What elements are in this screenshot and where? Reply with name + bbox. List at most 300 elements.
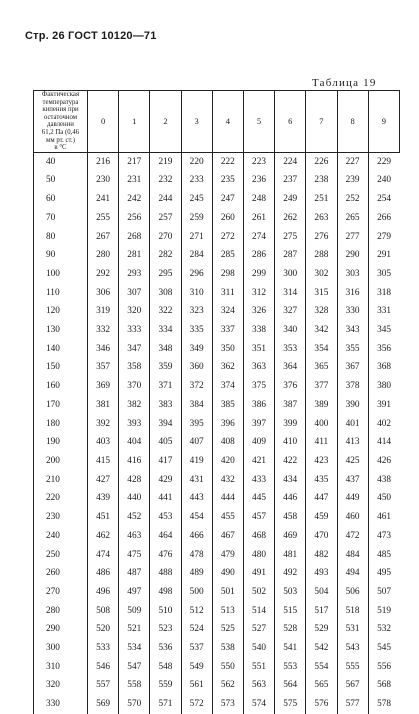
table-cell: 314 [275, 284, 306, 303]
temperature-conversion-table [33, 90, 400, 714]
table-cell: 461 [368, 508, 399, 527]
column-header: 7 [306, 91, 337, 153]
column-header: 0 [88, 91, 119, 153]
table-cell: 510 [150, 602, 181, 621]
table-cell: 323 [181, 302, 212, 321]
corner-header-line: давлении [47, 121, 74, 129]
table-cell: 271 [181, 228, 212, 247]
table-cell: 347 [119, 340, 150, 359]
table-cell: 479 [212, 546, 243, 565]
table-cell: 474 [88, 546, 119, 565]
table-cell: 223 [243, 152, 274, 171]
table-cell: 265 [337, 209, 368, 228]
table-cell: 467 [212, 527, 243, 546]
row-temperature: 200 [34, 452, 88, 471]
table-cell: 492 [275, 564, 306, 583]
table-cell: 235 [212, 171, 243, 190]
table-cell: 537 [181, 639, 212, 658]
corner-header-line: остаточном [43, 113, 78, 121]
table-cell: 508 [88, 602, 119, 621]
table-cell: 565 [306, 676, 337, 695]
table-cell: 554 [306, 658, 337, 677]
column-header: 4 [212, 91, 243, 153]
table-cell: 540 [243, 639, 274, 658]
table-cell: 491 [243, 564, 274, 583]
table-cell: 433 [243, 471, 274, 490]
table-cell: 272 [212, 228, 243, 247]
table-cell: 328 [306, 302, 337, 321]
table-cell: 343 [337, 321, 368, 340]
row-temperature: 270 [34, 583, 88, 602]
table-cell: 527 [243, 620, 274, 639]
table-cell: 562 [212, 676, 243, 695]
table-cell: 512 [181, 602, 212, 621]
table-cell: 555 [337, 658, 368, 677]
table-cell: 547 [119, 658, 150, 677]
table-cell: 446 [275, 489, 306, 508]
table-cell: 224 [275, 152, 306, 171]
table-cell: 330 [337, 302, 368, 321]
table-cell: 517 [306, 602, 337, 621]
row-temperature: 290 [34, 620, 88, 639]
table-cell: 460 [337, 508, 368, 527]
table-cell: 260 [212, 209, 243, 228]
table-cell: 407 [181, 433, 212, 452]
table-cell: 576 [306, 695, 337, 714]
table-row [34, 676, 400, 695]
table-cell: 573 [212, 695, 243, 714]
table-cell: 348 [150, 340, 181, 359]
table-cell: 423 [306, 452, 337, 471]
table-cell: 241 [88, 190, 119, 209]
table-cell: 318 [368, 284, 399, 303]
table-cell: 534 [119, 639, 150, 658]
row-temperature: 240 [34, 527, 88, 546]
table-cell: 494 [337, 564, 368, 583]
row-temperature: 260 [34, 564, 88, 583]
column-header: 3 [181, 91, 212, 153]
table-cell: 345 [368, 321, 399, 340]
table-cell: 395 [181, 415, 212, 434]
table-cell: 396 [212, 415, 243, 434]
table-cell: 364 [275, 358, 306, 377]
table-cell: 312 [243, 284, 274, 303]
row-temperature: 170 [34, 396, 88, 415]
table-cell: 415 [88, 452, 119, 471]
row-temperature: 130 [34, 321, 88, 340]
table-cell: 374 [212, 377, 243, 396]
table-cell: 307 [119, 284, 150, 303]
table-cell: 487 [119, 564, 150, 583]
table-cell: 337 [212, 321, 243, 340]
table-cell: 453 [150, 508, 181, 527]
table-cell: 220 [181, 152, 212, 171]
table-cell: 229 [368, 152, 399, 171]
table-cell: 490 [212, 564, 243, 583]
table-cell: 551 [243, 658, 274, 677]
table-cell: 285 [212, 246, 243, 265]
table-cell: 277 [337, 228, 368, 247]
row-temperature: 120 [34, 302, 88, 321]
row-temperature: 180 [34, 415, 88, 434]
table-cell: 298 [212, 265, 243, 284]
table-cell: 377 [306, 377, 337, 396]
table-cell: 455 [212, 508, 243, 527]
table-cell: 385 [212, 396, 243, 415]
table-cell: 421 [243, 452, 274, 471]
table-cell: 282 [150, 246, 181, 265]
table-cell: 242 [119, 190, 150, 209]
row-temperature: 300 [34, 639, 88, 658]
table-cell: 302 [306, 265, 337, 284]
table-cell: 404 [119, 433, 150, 452]
table-cell: 420 [212, 452, 243, 471]
table-cell: 403 [88, 433, 119, 452]
table-cell: 287 [275, 246, 306, 265]
table-cell: 380 [368, 377, 399, 396]
table-row [34, 396, 400, 415]
table-cell: 400 [306, 415, 337, 434]
table-cell: 548 [150, 658, 181, 677]
table-cell: 558 [119, 676, 150, 695]
table-cell: 529 [306, 620, 337, 639]
row-temperature: 70 [34, 209, 88, 228]
table-cell: 426 [368, 452, 399, 471]
table-cell: 392 [88, 415, 119, 434]
table-cell: 500 [181, 583, 212, 602]
table-cell: 468 [243, 527, 274, 546]
table-cell: 447 [306, 489, 337, 508]
table-cell: 371 [150, 377, 181, 396]
table-cell: 247 [212, 190, 243, 209]
table-cell: 280 [88, 246, 119, 265]
table-cell: 255 [88, 209, 119, 228]
table-row [34, 265, 400, 284]
row-temperature: 310 [34, 658, 88, 677]
table-cell: 524 [181, 620, 212, 639]
table-cell: 556 [368, 658, 399, 677]
table-cell: 319 [88, 302, 119, 321]
table-cell: 386 [243, 396, 274, 415]
table-cell: 417 [150, 452, 181, 471]
table-row [34, 190, 400, 209]
table-cell: 334 [150, 321, 181, 340]
table-cell: 281 [119, 246, 150, 265]
table-row [34, 284, 400, 303]
table-cell: 437 [337, 471, 368, 490]
table-cell: 310 [181, 284, 212, 303]
table-cell: 480 [243, 546, 274, 565]
row-temperature: 50 [34, 171, 88, 190]
table-cell: 422 [275, 452, 306, 471]
table-cell: 478 [181, 546, 212, 565]
table-cell: 346 [88, 340, 119, 359]
table-cell: 401 [337, 415, 368, 434]
table-row [34, 508, 400, 527]
table-row [34, 209, 400, 228]
table-cell: 244 [150, 190, 181, 209]
corner-header-line: 61,2 Па (0,46 [41, 128, 80, 136]
table-header-row [34, 91, 400, 153]
table-cell: 226 [306, 152, 337, 171]
row-temperature: 230 [34, 508, 88, 527]
table-cell: 390 [337, 396, 368, 415]
table-cell: 320 [119, 302, 150, 321]
row-temperature: 210 [34, 471, 88, 490]
table-cell: 507 [368, 583, 399, 602]
table-cell: 567 [337, 676, 368, 695]
table-cell: 501 [212, 583, 243, 602]
row-temperature: 100 [34, 265, 88, 284]
table-cell: 519 [368, 602, 399, 621]
table-cell: 469 [275, 527, 306, 546]
table-cell: 405 [150, 433, 181, 452]
table-cell: 305 [368, 265, 399, 284]
table-cell: 577 [337, 695, 368, 714]
table-cell: 293 [119, 265, 150, 284]
table-cell: 444 [212, 489, 243, 508]
table-cell: 284 [181, 246, 212, 265]
table-cell: 538 [212, 639, 243, 658]
table-cell: 568 [368, 676, 399, 695]
table-cell: 575 [275, 695, 306, 714]
table-cell: 217 [119, 152, 150, 171]
table-cell: 237 [275, 171, 306, 190]
table-cell: 434 [275, 471, 306, 490]
table-cell: 367 [337, 358, 368, 377]
table-cell: 536 [150, 639, 181, 658]
table-cell: 513 [212, 602, 243, 621]
table-cell: 411 [306, 433, 337, 452]
table-cell: 449 [337, 489, 368, 508]
table-cell: 355 [337, 340, 368, 359]
table-cell: 440 [119, 489, 150, 508]
table-row [34, 489, 400, 508]
table-title: Таблица 19 [312, 77, 377, 89]
table-cell: 306 [88, 284, 119, 303]
corner-header-line: кипения при [42, 106, 79, 114]
table-cell: 541 [275, 639, 306, 658]
table-cell: 381 [88, 396, 119, 415]
column-header: 6 [275, 91, 306, 153]
table-cell: 451 [88, 508, 119, 527]
table-cell: 452 [119, 508, 150, 527]
table-cell: 521 [119, 620, 150, 639]
table-cell: 375 [243, 377, 274, 396]
table-row [34, 658, 400, 677]
table-cell: 428 [119, 471, 150, 490]
table-cell: 322 [150, 302, 181, 321]
table-cell: 370 [119, 377, 150, 396]
table-cell: 394 [150, 415, 181, 434]
corner-header-line: Фактическая [41, 91, 80, 98]
table-row [34, 471, 400, 490]
row-temperature: 330 [34, 695, 88, 714]
table-cell: 497 [119, 583, 150, 602]
table-row [34, 171, 400, 190]
table-cell: 515 [275, 602, 306, 621]
table-cell: 504 [306, 583, 337, 602]
table-cell: 353 [275, 340, 306, 359]
table-row [34, 340, 400, 359]
table-cell: 563 [243, 676, 274, 695]
table-row [34, 415, 400, 434]
table-cell: 533 [88, 639, 119, 658]
table-cell: 393 [119, 415, 150, 434]
table-cell: 292 [88, 265, 119, 284]
table-row [34, 246, 400, 265]
table-cell: 360 [181, 358, 212, 377]
table-cell: 369 [88, 377, 119, 396]
table-cell: 288 [306, 246, 337, 265]
row-temperature: 190 [34, 433, 88, 452]
row-temperature: 40 [34, 152, 88, 171]
table-cell: 391 [368, 396, 399, 415]
table-cell: 231 [119, 171, 150, 190]
table-cell: 308 [150, 284, 181, 303]
table-row [34, 639, 400, 658]
table-cell: 300 [275, 265, 306, 284]
table-cell: 545 [368, 639, 399, 658]
table-cell: 365 [306, 358, 337, 377]
table-cell: 376 [275, 377, 306, 396]
table-cell: 295 [150, 265, 181, 284]
table-cell: 472 [337, 527, 368, 546]
table-row [34, 546, 400, 565]
table-cell: 245 [181, 190, 212, 209]
corner-header-line: мм рт. ст.) [46, 136, 75, 144]
table-cell: 267 [88, 228, 119, 247]
table-cell: 324 [212, 302, 243, 321]
table-cell: 489 [181, 564, 212, 583]
table-cell: 419 [181, 452, 212, 471]
table-cell: 291 [368, 246, 399, 265]
corner-header-line: температура [42, 98, 79, 106]
table-cell: 475 [119, 546, 150, 565]
table-cell: 387 [275, 396, 306, 415]
table-cell: 262 [275, 209, 306, 228]
table-cell: 331 [368, 302, 399, 321]
table-cell: 438 [368, 471, 399, 490]
table-cell: 236 [243, 171, 274, 190]
row-temperature: 60 [34, 190, 88, 209]
table-cell: 351 [243, 340, 274, 359]
column-header: 8 [337, 91, 368, 153]
table-cell: 384 [181, 396, 212, 415]
table-cell: 459 [306, 508, 337, 527]
table-cell: 445 [243, 489, 274, 508]
table-cell: 238 [306, 171, 337, 190]
table-cell: 383 [150, 396, 181, 415]
table-cell: 340 [275, 321, 306, 340]
row-temperature: 110 [34, 284, 88, 303]
table-cell: 482 [306, 546, 337, 565]
table-cell: 315 [306, 284, 337, 303]
table-cell: 506 [337, 583, 368, 602]
table-cell: 216 [88, 152, 119, 171]
table-cell: 414 [368, 433, 399, 452]
table-cell: 227 [337, 152, 368, 171]
table-cell: 557 [88, 676, 119, 695]
table-row [34, 602, 400, 621]
table-cell: 252 [337, 190, 368, 209]
table-cell: 362 [212, 358, 243, 377]
table-body [34, 152, 400, 714]
table-cell: 496 [88, 583, 119, 602]
table-cell: 550 [212, 658, 243, 677]
table-cell: 363 [243, 358, 274, 377]
table-cell: 249 [275, 190, 306, 209]
table-cell: 578 [368, 695, 399, 714]
table-cell: 570 [119, 695, 150, 714]
table-cell: 342 [306, 321, 337, 340]
table-cell: 222 [212, 152, 243, 171]
table-cell: 470 [306, 527, 337, 546]
table-cell: 378 [337, 377, 368, 396]
table-cell: 532 [368, 620, 399, 639]
column-header: 2 [150, 91, 181, 153]
table-cell: 564 [275, 676, 306, 695]
table-cell: 416 [119, 452, 150, 471]
table-row [34, 695, 400, 714]
table-cell: 239 [337, 171, 368, 190]
row-temperature: 320 [34, 676, 88, 695]
table-cell: 257 [150, 209, 181, 228]
table-row [34, 152, 400, 171]
table-row [34, 302, 400, 321]
table-cell: 303 [337, 265, 368, 284]
table-row [34, 358, 400, 377]
table-cell: 571 [150, 695, 181, 714]
table-cell: 266 [368, 209, 399, 228]
column-header: 1 [119, 91, 150, 153]
table-cell: 232 [150, 171, 181, 190]
table-cell: 248 [243, 190, 274, 209]
table-row [34, 452, 400, 471]
table-cell: 518 [337, 602, 368, 621]
table-cell: 368 [368, 358, 399, 377]
table-cell: 502 [243, 583, 274, 602]
table-cell: 528 [275, 620, 306, 639]
row-temperature: 150 [34, 358, 88, 377]
table-cell: 543 [337, 639, 368, 658]
corner-header-line: в °С [54, 144, 67, 152]
table-cell: 254 [368, 190, 399, 209]
table-cell: 486 [88, 564, 119, 583]
table-cell: 251 [306, 190, 337, 209]
table-cell: 357 [88, 358, 119, 377]
table-cell: 356 [368, 340, 399, 359]
table-cell: 399 [275, 415, 306, 434]
table-cell: 561 [181, 676, 212, 695]
table-cell: 296 [181, 265, 212, 284]
table-cell: 402 [368, 415, 399, 434]
table-cell: 274 [243, 228, 274, 247]
row-temperature: 250 [34, 546, 88, 565]
table-cell: 462 [88, 527, 119, 546]
table-cell: 432 [212, 471, 243, 490]
table-cell: 316 [337, 284, 368, 303]
table-cell: 488 [150, 564, 181, 583]
table-cell: 503 [275, 583, 306, 602]
table-cell: 441 [150, 489, 181, 508]
table-cell: 525 [212, 620, 243, 639]
table-cell: 443 [181, 489, 212, 508]
table-cell: 290 [337, 246, 368, 265]
table-cell: 493 [306, 564, 337, 583]
table-cell: 276 [306, 228, 337, 247]
table-cell: 409 [243, 433, 274, 452]
